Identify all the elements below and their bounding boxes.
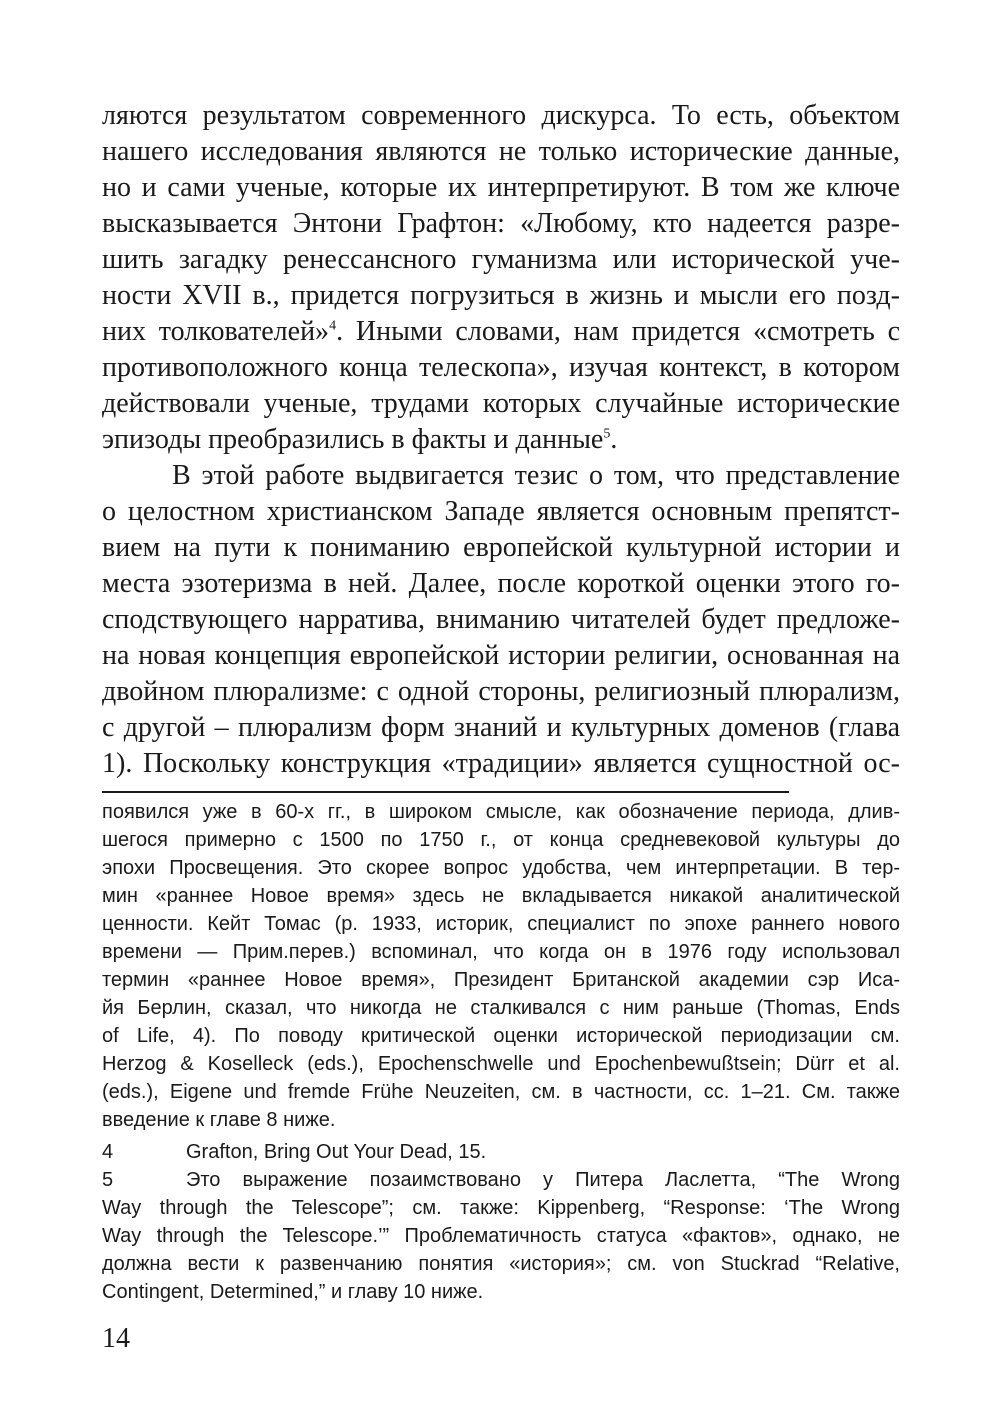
footnote-text: Это выражение позаимствовано у Питера Ласлетта, “The Wrong xyxy=(186,1169,900,1191)
footnote-line: появился уже в 60-х гг., в широком смысле, как обозначение периода, длив- xyxy=(102,801,900,823)
footnote-line xyxy=(102,1166,900,1194)
footnote-separator xyxy=(102,791,789,793)
footnote-line: Contingent, Determined,” и главу 10 ниже. xyxy=(102,1281,484,1303)
footnote-line: эпохи Просвещения. Это скорее вопрос удобства, чем интерпретации. В тер- xyxy=(102,857,900,879)
text-segment: эпизоды преобразились в факты и данные xyxy=(102,424,604,455)
text-line: В этой работе выдвигается тезис о том, что представление xyxy=(172,460,900,491)
text-line xyxy=(102,422,900,458)
footnote-number: 5 xyxy=(102,1169,114,1191)
page-number: 14 xyxy=(102,1323,130,1354)
footnote-line: ценности. Кейт Томас (р. 1933, историк, специалист по эпохе раннего нового xyxy=(102,913,900,935)
footnote-3-continued xyxy=(102,798,900,1134)
footnote-text: Grafton, Bring Out Your Dead, 15. xyxy=(186,1141,487,1163)
footnote-5 xyxy=(102,1166,900,1306)
footnote-line: Way through the Telescope.’” Проблематичность статуса «фактов», однако, не xyxy=(102,1225,900,1247)
paragraph-1 xyxy=(102,98,900,458)
footnote-line: шегося примерно с 1500 по 1750 г., от конца средневековой культуры до xyxy=(102,829,900,851)
text-line: сподствующего нарратива, вниманию читателей будет предложе- xyxy=(102,604,900,635)
footnote-line: термин «раннее Новое время», Президент Британской академии сэр Иса- xyxy=(102,969,900,991)
footnote-line: введение к главе 8 ниже. xyxy=(102,1109,336,1131)
text-segment: . xyxy=(610,424,618,455)
text-line: ляются результатом современного дискурса. То есть, объектом xyxy=(102,100,900,131)
text-segment: них толкователей» xyxy=(102,316,330,347)
text-line: противоположного конца телескопа», изучая контекст, в котором xyxy=(102,352,900,383)
footnote-line xyxy=(102,1138,900,1166)
text-segment: . Иными словами, нам придется «смотреть с xyxy=(336,316,900,347)
footnote-line: Way through the Telescope”; см. также: Kippenberg, “Response: ‘The Wrong xyxy=(102,1197,900,1219)
footnote-ref-5[interactable]: 5 xyxy=(603,426,611,442)
text-line: с другой – плюрализм форм знаний и культурных доменов (глава xyxy=(102,712,900,743)
text-line: действовали ученые, трудами которых случайные исторические xyxy=(102,388,900,419)
text-line: вием на пути к пониманию европейской культурной истории и xyxy=(102,532,900,563)
text-line: на новая концепция европейской истории религии, основанная на xyxy=(102,640,900,671)
text-line: двойном плюрализме: с одной стороны, религиозный плюрализм, xyxy=(102,676,900,707)
footnote-line: йя Берлин, сказал, что никогда не сталкивался с ним раньше (Thomas, Ends xyxy=(102,997,900,1019)
text-line: 1). Поскольку конструкция «традиции» является сущностной ос- xyxy=(102,748,900,779)
text-line: шить загадку ренессансного гуманизма или исторической уче- xyxy=(102,244,900,275)
footnote-number: 4 xyxy=(102,1141,114,1163)
footnote-line: of Life, 4). По поводу критической оценки исторической периодизации см. xyxy=(102,1025,900,1047)
text-line: ности XVII в., придется погрузиться в жизнь и мысли его позд- xyxy=(102,280,900,311)
footnote-line: Herzog & Koselleck (eds.), Epochenschwelle und Epochenbewußtsein; Dürr et al. xyxy=(102,1053,900,1075)
footnote-line: времени — Прим.перев.) вспоминал, что когда он в 1976 году использовал xyxy=(102,941,900,963)
footnote-ref-4[interactable]: 4 xyxy=(329,318,337,334)
text-line: места эзотеризма в ней. Далее, после короткой оценки этого го- xyxy=(102,568,900,599)
footnote-line: (eds.), Eigene und fremde Frühe Neuzeiten, см. в частности, сс. 1–21. См. также xyxy=(102,1081,900,1103)
footnote-4 xyxy=(102,1138,900,1166)
text-line: нашего исследования являются не только исторические данные, xyxy=(102,136,900,167)
text-line xyxy=(102,314,900,350)
text-line: о целостном христианском Западе является основным препятст- xyxy=(102,496,900,527)
text-line: но и сами ученые, которые их интерпретируют. В том же ключе xyxy=(102,172,900,203)
footnote-line: должна вести к развенчанию понятия «история»; см. von Stuckrad “Relative, xyxy=(102,1253,900,1275)
footnote-line: мин «раннее Новое время» здесь не вкладывается никакой аналитической xyxy=(102,885,900,907)
paragraph-2 xyxy=(102,458,900,782)
text-line: высказывается Энтони Графтон: «Любому, кто надеется разре- xyxy=(102,208,900,239)
